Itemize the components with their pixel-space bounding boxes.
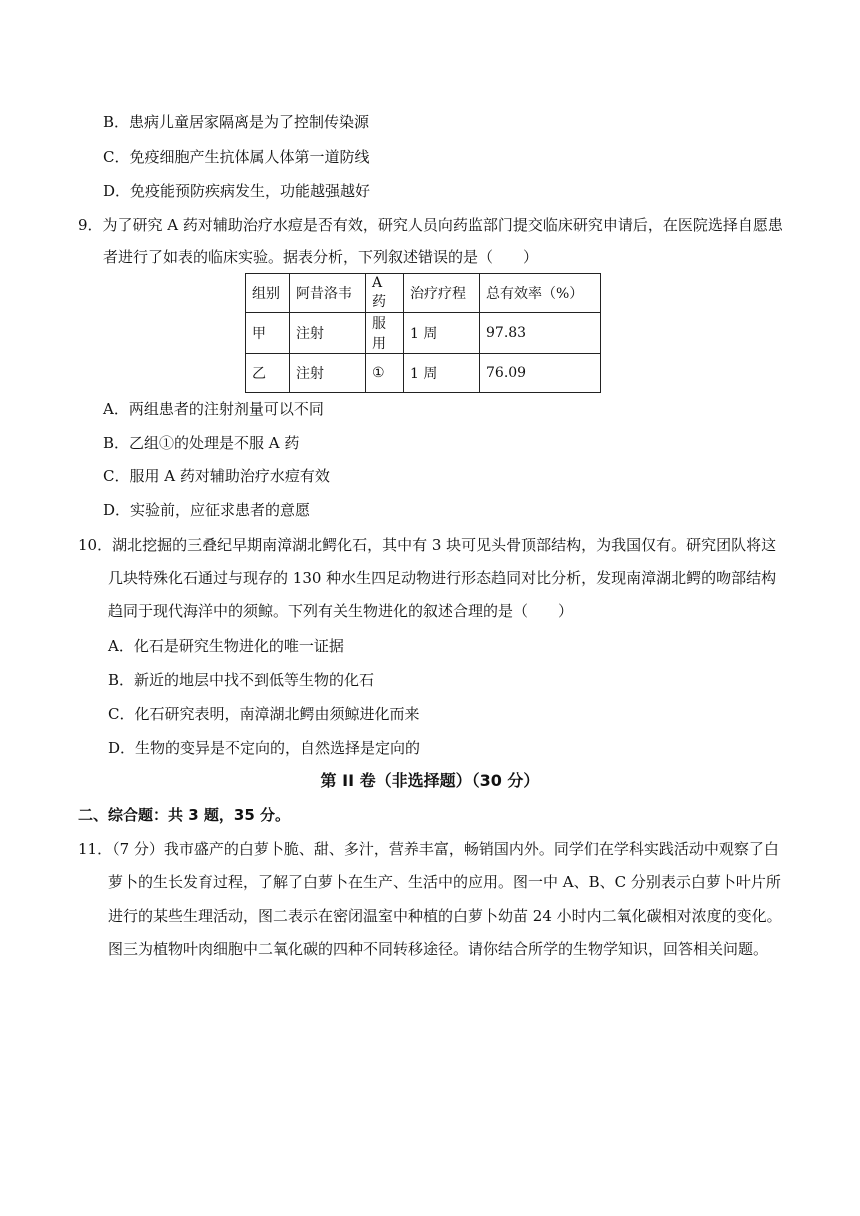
table-header-cell: 总有效率（%） bbox=[480, 274, 601, 313]
table-header-cell: 组别 bbox=[246, 274, 290, 313]
section2-title: 第 II 卷（非选择题）（30 分） bbox=[320, 771, 540, 790]
q11-line1: 11．（7 分）我市盛产的白萝卜脆、甜、多汁，营养丰富，畅销国内外。同学们在学科实践活动中观察了白 bbox=[78, 840, 779, 858]
q11-line3: 进行的某些生理活动，图二表示在密闭温室中种植的白萝卜幼苗 24 小时内二氧化碳相对浓度的变化。 bbox=[108, 907, 782, 925]
q11-line4: 图三为植物叶肉细胞中二氧化碳的四种不同转移途径。请你结合所学的生物学知识，回答相关问题。 bbox=[108, 940, 769, 958]
table-cell: 甲 bbox=[246, 313, 290, 354]
table-header-row bbox=[246, 274, 601, 313]
table-cell: 服用 bbox=[366, 313, 404, 354]
q9-option-d: D．实验前，应征求患者的意愿 bbox=[103, 501, 311, 519]
q9-option-a: A．两组患者的注射剂量可以不同 bbox=[103, 400, 324, 418]
table-cell: 76.09 bbox=[480, 354, 601, 393]
table-cell: 97.83 bbox=[480, 313, 601, 354]
q9-stem-line2: 者进行了如表的临床实验。据表分析，下列叙述错误的是（ ） bbox=[103, 248, 539, 266]
table-header-cell: 阿昔洛韦 bbox=[290, 274, 366, 313]
q10-stem-line3: 趋同于现代海洋中的须鲸。下列有关生物进化的叙述合理的是（ ） bbox=[108, 602, 574, 620]
table-cell: 注射 bbox=[290, 354, 366, 393]
table-cell: 1 周 bbox=[404, 354, 480, 393]
q10-option-c: C．化石研究表明，南漳湖北鳄由须鲸进化而来 bbox=[108, 705, 420, 723]
q10-stem-line2: 几块特殊化石通过与现存的 130 种水生四足动物进行形态趋同对比分析，发现南漳湖北鳄的吻部结构 bbox=[108, 569, 777, 587]
table-cell: 注射 bbox=[290, 313, 366, 354]
q10-stem-line1: 10．湖北挖掘的三叠纪早期南漳湖北鳄化石，其中有 3 块可见头骨顶部结构，为我国仅有。研究团队将这 bbox=[78, 536, 777, 554]
table-cell: ① bbox=[366, 354, 404, 393]
table-row bbox=[246, 313, 601, 354]
q10-option-b: B．新近的地层中找不到低等生物的化石 bbox=[108, 671, 375, 689]
table-header-cell: A 药 bbox=[366, 274, 404, 313]
q11-line2: 萝卜的生长发育过程，了解了白萝卜在生产、生活中的应用。图一中 A、B、C 分别表示白萝卜叶片所 bbox=[108, 873, 781, 891]
table-cell: 乙 bbox=[246, 354, 290, 393]
q10-option-d: D．生物的变异是不定向的，自然选择是定向的 bbox=[108, 739, 421, 757]
q9-data-table bbox=[245, 273, 601, 393]
table-row bbox=[246, 354, 601, 393]
q8-option-d: D．免疫能预防疾病发生，功能越强越好 bbox=[103, 182, 371, 200]
q9-stem-line1: 9．为了研究 A 药对辅助治疗水痘是否有效，研究人员向药监部门提交临床研究申请后，在医院选择自愿患 bbox=[78, 216, 783, 234]
q9-option-c: C．服用 A 药对辅助治疗水痘有效 bbox=[103, 467, 330, 485]
q8-option-c: C．免疫细胞产生抗体属人体第一道防线 bbox=[103, 148, 370, 166]
section2-subtitle: 二、综合题：共 3 题，35 分。 bbox=[78, 806, 290, 824]
q9-option-b: B．乙组①的处理是不服 A 药 bbox=[103, 434, 300, 452]
table-cell: 1 周 bbox=[404, 313, 480, 354]
q10-option-a: A．化石是研究生物进化的唯一证据 bbox=[108, 637, 344, 655]
table-header-cell: 治疗疗程 bbox=[404, 274, 480, 313]
q8-option-b: B．患病儿童居家隔离是为了控制传染源 bbox=[103, 113, 370, 131]
